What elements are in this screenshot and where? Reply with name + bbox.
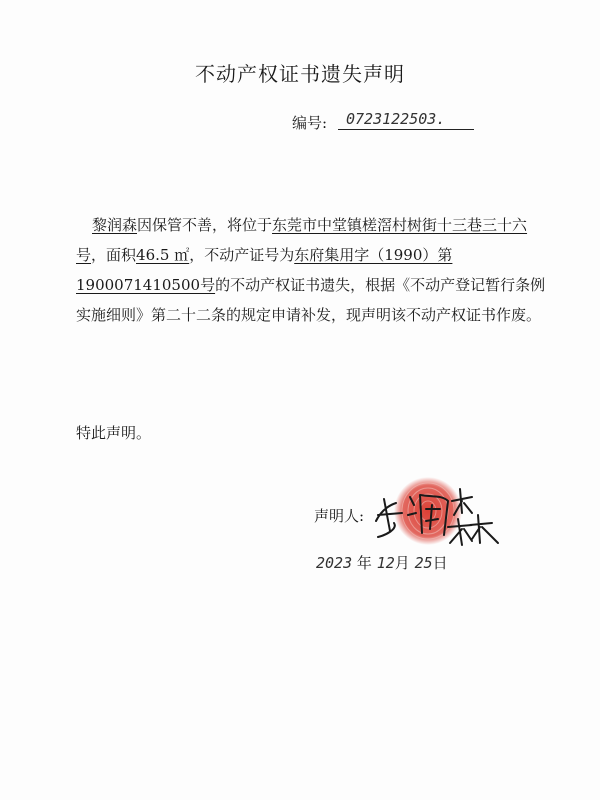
- property-location: 东莞市中堂镇槎滘村树街十三巷三十六号: [76, 216, 528, 264]
- document-number-row: [292, 110, 492, 134]
- date-year-unit: 年: [356, 554, 372, 572]
- paragraph-text-1: 因保管不善，将位于: [137, 216, 273, 234]
- declaration-paragraph: [76, 210, 546, 330]
- declaration-date: [316, 552, 486, 578]
- document-title: 不动产权证书遗失声明: [195, 62, 405, 86]
- signer-label: 声明人:: [314, 507, 365, 525]
- signature-with-fingerprint: [368, 475, 508, 551]
- date-month-unit: 月: [394, 554, 410, 572]
- date-day: 25: [414, 554, 433, 572]
- paragraph-text-2: ，面积: [91, 246, 137, 264]
- date-year: 2023: [316, 554, 353, 572]
- certificate-number: 东府集用字（1990）第1900071410500号: [76, 246, 453, 294]
- date-day-unit: 日: [432, 554, 448, 572]
- declarant-name: 黎润森: [92, 216, 138, 234]
- date-month: 12: [376, 554, 395, 572]
- closing-statement: 特此声明。: [76, 424, 152, 442]
- paragraph-text-3: ，不动产证号为: [189, 246, 295, 264]
- paragraph-text-4: 的不动产权证书遗失，根据《不动产登记暂行条例实施细则》第二十二条的规定申请补发，现声明该不动产权证书作废。: [76, 276, 546, 324]
- fingerprint: [394, 477, 462, 545]
- number-label: 编号:: [292, 114, 328, 132]
- number-value: 0723122503.: [338, 110, 474, 130]
- property-area: 46.5 ㎡: [136, 246, 190, 264]
